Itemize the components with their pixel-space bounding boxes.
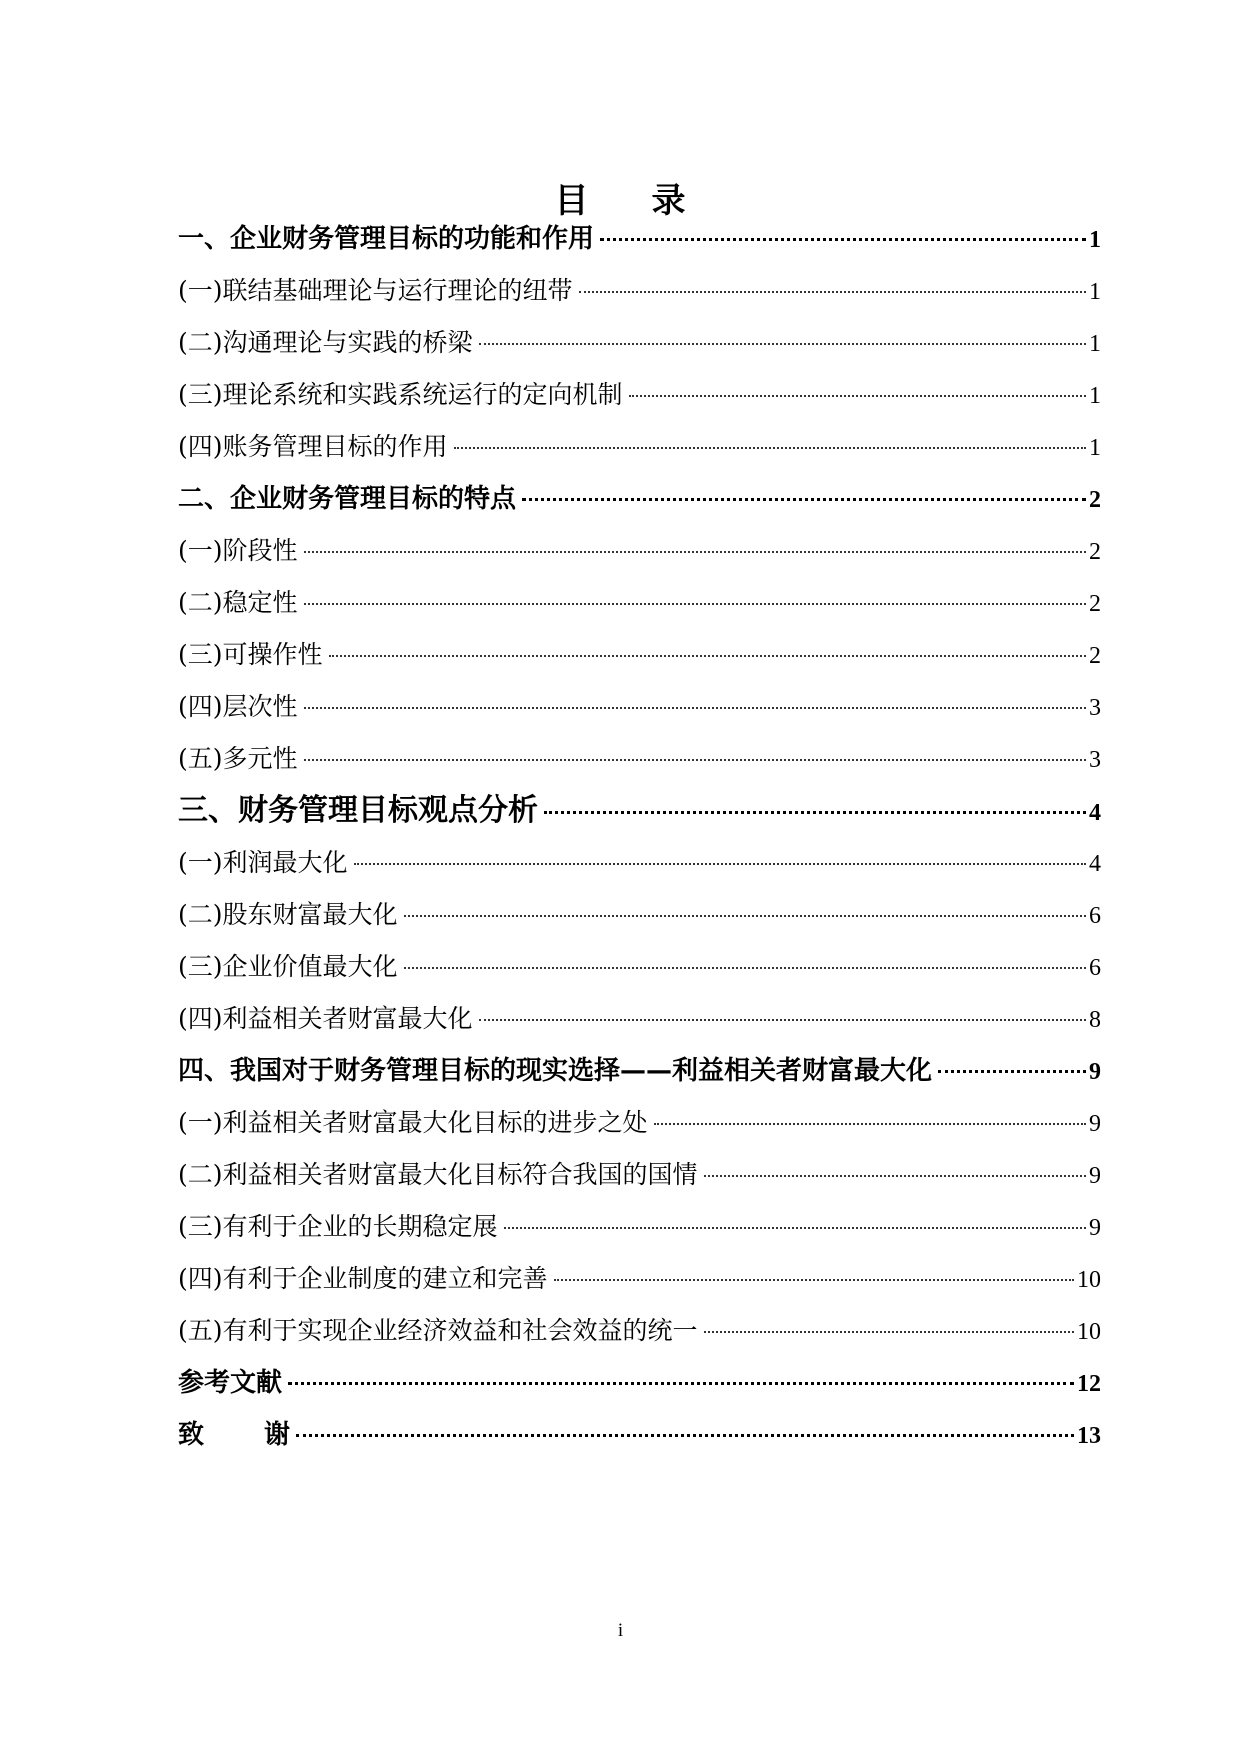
toc-entry-text: (二)沟通理论与实践的桥梁 — [178, 328, 473, 357]
toc-page-number: 2 — [1089, 591, 1101, 617]
toc-entry-text: (三)可操作性 — [178, 640, 323, 669]
toc-page-number: 10 — [1077, 1319, 1101, 1345]
toc-entry-acknowledgements[interactable] — [178, 1420, 1101, 1472]
dot-leader — [454, 447, 1086, 449]
toc-entry[interactable] — [178, 900, 1101, 952]
toc-entry-text: 致 谢 — [178, 1420, 291, 1450]
toc-page-number: 1 — [1089, 383, 1101, 409]
dot-leader — [629, 395, 1086, 397]
dot-leader — [304, 551, 1086, 553]
toc-entry-text: (四)账务管理目标的作用 — [178, 432, 448, 461]
toc-page-number: 9 — [1089, 1215, 1101, 1241]
page-title-first-char: 目 — [554, 180, 590, 221]
toc-page-number: 12 — [1077, 1371, 1101, 1397]
dot-leader — [404, 967, 1086, 969]
toc-page-number: 6 — [1089, 955, 1101, 981]
toc-page-number: 1 — [1089, 279, 1101, 305]
toc-entry-text: (二)利益相关者财富最大化目标符合我国的国情 — [178, 1160, 698, 1189]
page-footer-number: i — [617, 1620, 624, 1641]
toc-entry[interactable] — [178, 640, 1101, 692]
dot-leader — [579, 291, 1086, 293]
toc-page-number: 1 — [1089, 435, 1101, 461]
toc-entry-text: 三、财务管理目标观点分析 — [178, 793, 538, 828]
toc-entry-text: (三)理论系统和实践系统运行的定向机制 — [178, 380, 623, 409]
dot-leader — [522, 498, 1086, 501]
toc-entry-text: 二、企业财务管理目标的特点 — [178, 484, 517, 514]
toc-entry-text: (四)层次性 — [178, 692, 298, 721]
table-of-contents — [178, 224, 1101, 1472]
dot-leader — [654, 1123, 1086, 1125]
toc-entry-text: 参考文献 — [178, 1368, 283, 1398]
toc-entry[interactable] — [178, 588, 1101, 640]
toc-entry[interactable] — [178, 1264, 1101, 1316]
toc-entry-text: (一)阶段性 — [178, 536, 298, 565]
toc-entry-text: (一)利润最大化 — [178, 848, 348, 877]
toc-entry-text: (二)股东财富最大化 — [178, 900, 398, 929]
dot-leader — [304, 707, 1086, 709]
dot-leader — [304, 759, 1086, 761]
toc-page-number: 13 — [1077, 1423, 1101, 1449]
toc-page-number: 4 — [1089, 800, 1101, 826]
toc-entry-text: (五)有利于实现企业经济效益和社会效益的统一 — [178, 1316, 698, 1345]
dot-leader — [354, 863, 1086, 865]
dot-leader — [479, 343, 1086, 345]
toc-page-number: 4 — [1089, 851, 1101, 877]
toc-entry-text: 一、企业财务管理目标的功能和作用 — [178, 224, 595, 254]
page-title-second-char: 录 — [651, 180, 687, 221]
toc-entry[interactable] — [178, 952, 1101, 1004]
toc-entry[interactable] — [178, 744, 1101, 796]
dot-leader — [304, 603, 1086, 605]
page-title — [0, 181, 1241, 221]
toc-page-number: 3 — [1089, 695, 1101, 721]
toc-page-number: 10 — [1077, 1267, 1101, 1293]
toc-entry[interactable] — [178, 1368, 1101, 1420]
toc-entry[interactable] — [178, 793, 1101, 848]
toc-entry[interactable] — [178, 380, 1101, 432]
toc-entry[interactable] — [178, 484, 1101, 536]
toc-entry-text: (三)有利于企业的长期稳定展 — [178, 1212, 498, 1241]
toc-page-number: 1 — [1089, 331, 1101, 357]
toc-page-number: 8 — [1089, 1007, 1101, 1033]
toc-entry[interactable] — [178, 1056, 1101, 1108]
dot-leader — [296, 1434, 1074, 1437]
toc-page-number: 2 — [1089, 487, 1101, 513]
toc-page-number: 9 — [1089, 1059, 1101, 1085]
toc-entry[interactable] — [178, 692, 1101, 744]
toc-entry[interactable] — [178, 1004, 1101, 1056]
toc-entry[interactable] — [178, 536, 1101, 588]
dot-leader — [504, 1227, 1086, 1229]
dot-leader — [329, 655, 1086, 657]
dot-leader — [600, 238, 1086, 241]
toc-page-number: 9 — [1089, 1163, 1101, 1189]
toc-page-number: 1 — [1089, 227, 1101, 253]
toc-entry[interactable] — [178, 276, 1101, 328]
toc-entry-text: (二)稳定性 — [178, 588, 298, 617]
toc-entry[interactable] — [178, 1160, 1101, 1212]
toc-entry[interactable] — [178, 224, 1101, 276]
toc-entry-text: (四)有利于企业制度的建立和完善 — [178, 1264, 548, 1293]
toc-entry-text: (五)多元性 — [178, 744, 298, 773]
dot-leader — [479, 1019, 1086, 1021]
toc-page-number: 2 — [1089, 643, 1101, 669]
toc-entry-text: (四)利益相关者财富最大化 — [178, 1004, 473, 1033]
dot-leader — [704, 1175, 1086, 1177]
toc-entry[interactable] — [178, 432, 1101, 484]
toc-entry[interactable] — [178, 328, 1101, 380]
toc-entry[interactable] — [178, 1108, 1101, 1160]
toc-entry-text: 四、我国对于财务管理目标的现实选择——利益相关者财富最大化 — [178, 1056, 933, 1086]
dot-leader — [938, 1070, 1086, 1073]
toc-entry-text: (三)企业价值最大化 — [178, 952, 398, 981]
toc-entry-text: (一)联结基础理论与运行理论的纽带 — [178, 276, 573, 305]
dot-leader — [704, 1331, 1074, 1333]
dot-leader — [288, 1382, 1074, 1385]
toc-entry[interactable] — [178, 1212, 1101, 1264]
dot-leader — [554, 1279, 1074, 1281]
toc-page-number: 2 — [1089, 539, 1101, 565]
dot-leader — [404, 915, 1086, 917]
toc-page-number: 3 — [1089, 747, 1101, 773]
toc-entry[interactable] — [178, 1316, 1101, 1368]
toc-page-number: 6 — [1089, 903, 1101, 929]
toc-entry[interactable] — [178, 848, 1101, 900]
dot-leader — [544, 811, 1086, 814]
toc-page-number: 9 — [1089, 1111, 1101, 1137]
toc-entry-text: (一)利益相关者财富最大化目标的进步之处 — [178, 1108, 648, 1137]
